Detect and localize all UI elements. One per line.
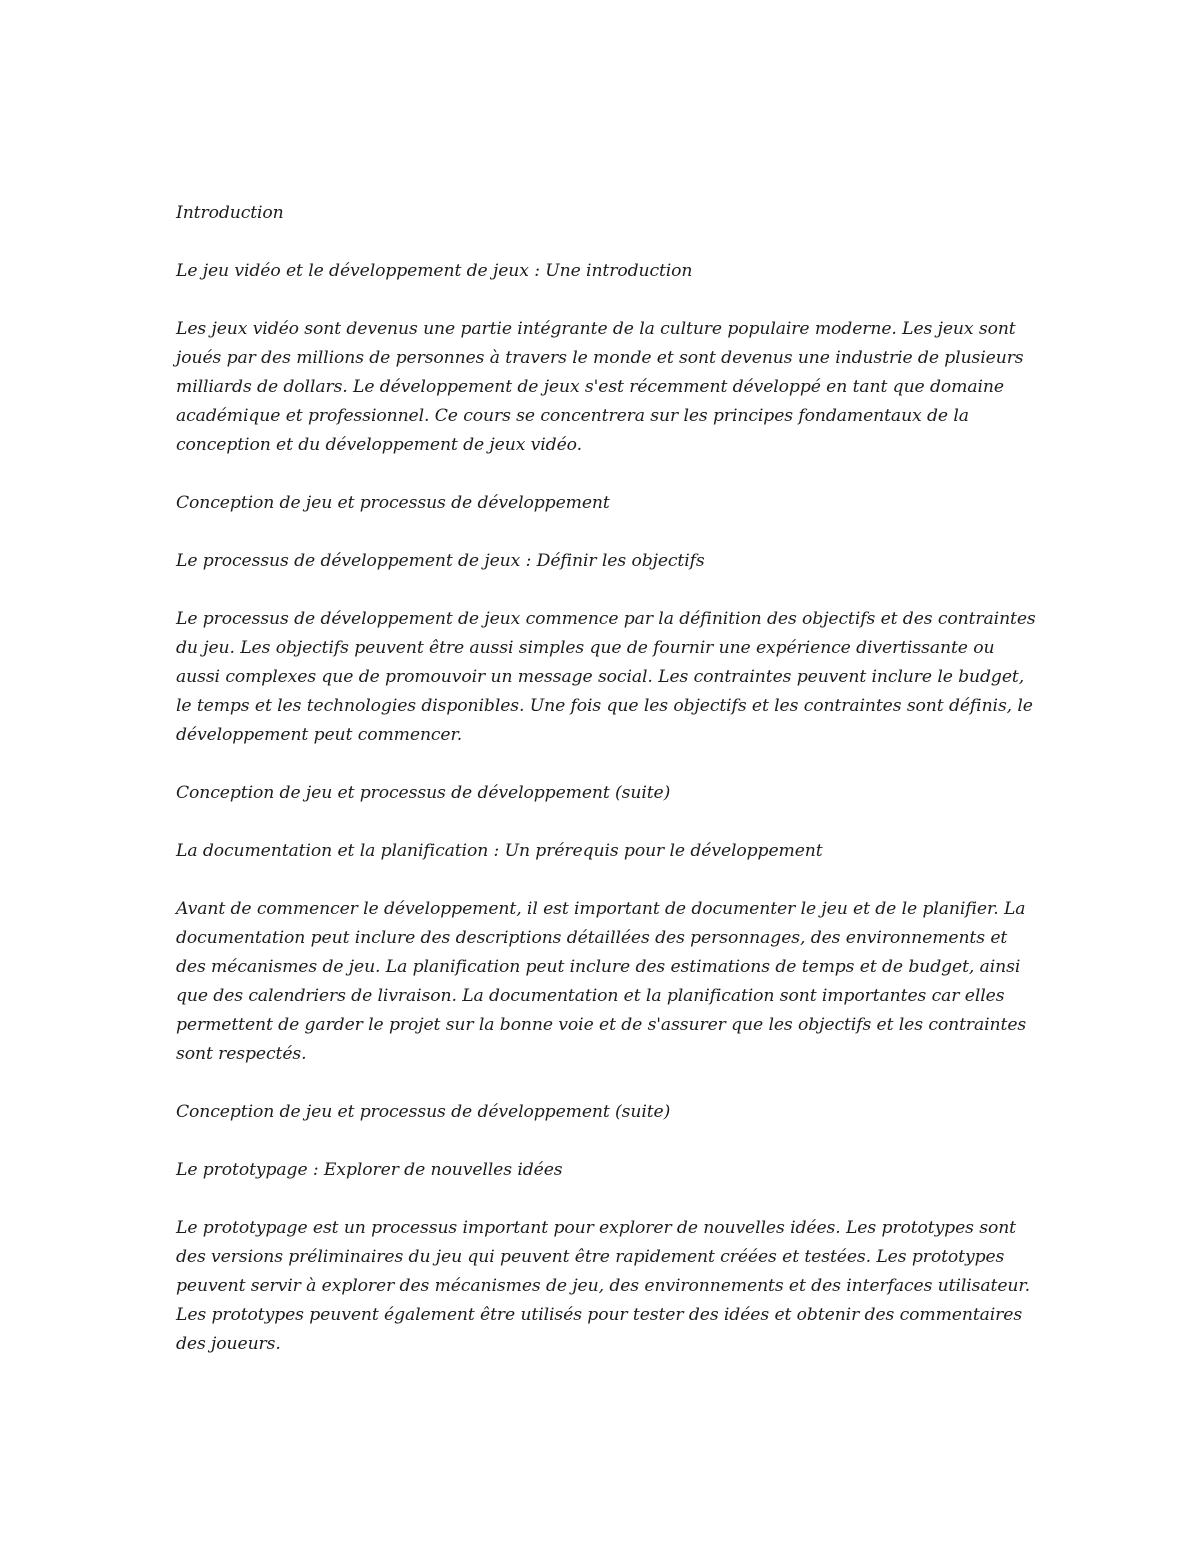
- section-heading: Conception de jeu et processus de développement (suite): [176, 783, 671, 803]
- subheading-objectives: Le processus de développement de jeux : Définir les objectifs: [176, 551, 705, 571]
- section-heading: Conception de jeu et processus de développement (suite): [176, 1102, 671, 1122]
- body-paragraph: Le processus de développement de jeux commence par la définition des objectifs et des contraintes du jeu. Les objectifs peuvent être aussi simples que de fournir une expérience divertissante ou aussi complexes que de promouvoir un message social. Les contraintes peuvent inclure le budget, le temps et les technologies disponibles. Une fois que les objectifs et les contraintes sont définis, le développement peut commencer.: [176, 609, 1036, 745]
- body-paragraph: Le prototypage est un processus important pour explorer de nouvelles idées. Les prototypes sont des versions préliminaires du jeu qui peuvent être rapidement créées et testées. Les prototypes peuvent servir à explorer des mécanismes de jeu, des environnements et des interfaces utilisateur. Les prototypes peuvent également être utilisés pour tester des idées et obtenir des commentaires des joueurs.: [176, 1218, 1030, 1354]
- document-body: [176, 199, 1036, 1359]
- section-heading: Conception de jeu et processus de développement: [176, 493, 610, 513]
- subheading-documentation: La documentation et la planification : Un prérequis pour le développement: [176, 841, 823, 861]
- subheading-intro: Le jeu vidéo et le développement de jeux : Une introduction: [176, 261, 693, 281]
- subheading-prototyping: Le prototypage : Explorer de nouvelles idées: [176, 1160, 563, 1180]
- section-heading-introduction: Introduction: [176, 203, 284, 223]
- body-paragraph: Avant de commencer le développement, il est important de documenter le jeu et de le planifier. La documentation peut inclure des descriptions détaillées des personnages, des environnements et des mécanismes de jeu. La planification peut inclure des estimations de temps et de budget, ainsi que des calendriers de livraison. La documentation et la planification sont importantes car elles permettent de garder le projet sur la bonne voie et de s'assurer que les objectifs et les contraintes sont respectés.: [176, 899, 1027, 1064]
- body-paragraph: Les jeux vidéo sont devenus une partie intégrante de la culture populaire moderne. Les jeux sont joués par des millions de personnes à travers le monde et sont devenus une industrie de plusieurs milliards de dollars. Le développement de jeux s'est récemment développé en tant que domaine académique et professionnel. Ce cours se concentrera sur les principes fondamentaux de la conception et du développement de jeux vidéo.: [176, 319, 1024, 455]
